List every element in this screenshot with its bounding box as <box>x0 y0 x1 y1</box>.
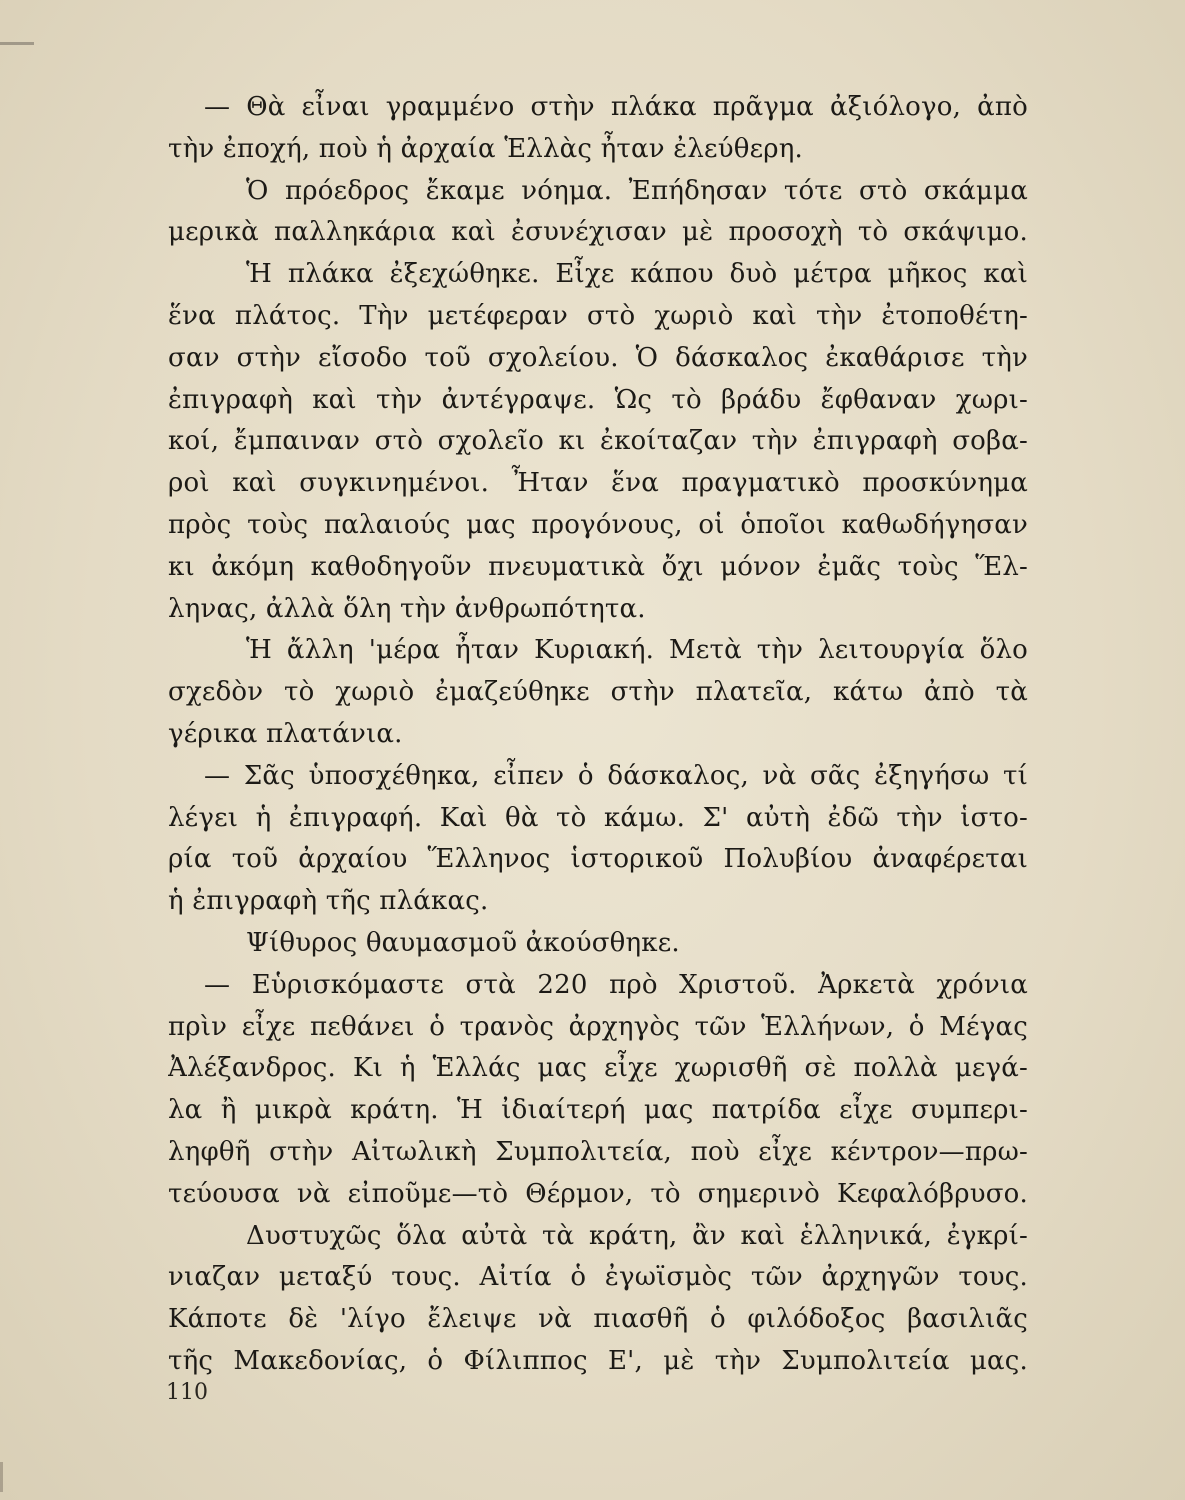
text-line: ροὶ καὶ συγκινημένοι. Ἦταν ἕνα πραγματικὸ προσκύνημα <box>168 468 1028 499</box>
page-edge-mark <box>0 42 34 45</box>
text-line: κι ἀκόμη καθοδηγοῦν πνευματικὰ ὄχι μόνον ἐμᾶς τοὺς Ἕλ- <box>168 551 1028 582</box>
page-number: 110 <box>166 1380 208 1405</box>
text-line: πρὶν εἶχε πεθάνει ὁ τρανὸς ἀρχηγὸς τῶν Ἑλλήνων, ὁ Μέγας <box>168 1011 1028 1042</box>
text-line: Δυστυχῶς ὅλα αὐτὰ τὰ κράτη, ἂν καὶ ἑλληνικά, ἐγκρί- <box>246 1220 1028 1251</box>
text-line: ρία τοῦ ἀρχαίου Ἕλληνος ἱστορικοῦ Πολυβίου ἀναφέρεται <box>168 844 1028 875</box>
page-edge-shadow <box>0 1462 21 1492</box>
text-line: τὴν ἐποχή, ποὺ ἡ ἀρχαία Ἑλλὰς ἦταν ἐλεύθερη. <box>168 133 803 164</box>
text-line: — Σᾶς ὑποσχέθηκα, εἶπεν ὁ δάσκαλος, νὰ σᾶς ἐξηγήσω τί <box>204 760 1028 791</box>
text-line: νιαζαν μεταξύ τους. Αἰτία ὁ ἐγωϊσμὸς τῶν ἀρχηγῶν τους. <box>168 1262 1028 1293</box>
text-line: Ἡ ἄλλη 'μέρα ἦταν Κυριακή. Μετὰ τὴν λειτουργία ὅλο <box>246 635 1028 666</box>
text-line: ληφθῆ στὴν Αἰτωλικὴ Συμπολιτεία, ποὺ εἶχε κέντρον—πρω- <box>168 1136 1028 1167</box>
text-line: Ψίθυρος θαυμασμοῦ ἀκούσθηκε. <box>246 927 680 958</box>
text-line: τεύουσα νὰ εἰποῦμε—τὸ Θέρμον, τὸ σημερινὸ Κεφαλόβρυσο. <box>168 1178 1028 1209</box>
text-line: — Εὑρισκόμαστε στὰ 220 πρὸ Χριστοῦ. Ἀρκετὰ χρόνια <box>204 969 1028 1000</box>
text-line: Ἡ πλάκα ἐξεχώθηκε. Εἶχε κάπου δυὸ μέτρα μῆκος καὶ <box>246 259 1028 290</box>
text-line: πρὸς τοὺς παλαιούς μας προγόνους, οἱ ὁποῖοι καθωδήγησαν <box>168 509 1028 540</box>
text-line: σχεδὸν τὸ χωριὸ ἐμαζεύθηκε στὴν πλατεῖα, κάτω ἀπὸ τὰ <box>168 677 1028 708</box>
text-line: κοί, ἔμπαιναν στὸ σχολεῖο κι ἐκοίταζαν τὴν ἐπιγραφὴ σοβα- <box>168 426 1028 457</box>
text-line: ἡ ἐπιγραφὴ τῆς πλάκας. <box>168 886 489 917</box>
body-text <box>168 87 1028 1383</box>
text-line: Ὁ πρόεδρος ἔκαμε νόημα. Ἐπήδησαν τότε στὸ σκάμμα <box>246 175 1028 206</box>
text-line: Κάποτε δὲ 'λίγο ἔλειψε νὰ πιασθῆ ὁ φιλόδοξος βασιλιᾶς <box>168 1304 1028 1335</box>
text-line: τῆς Μακεδονίας, ὁ Φίλιππος Ε', μὲ τὴν Συμπολιτεία μας. <box>168 1345 1028 1376</box>
text-line: ληνας, ἀλλὰ ὅλη τὴν ἀνθρωπότητα. <box>168 593 646 624</box>
text-line: — Θὰ εἶναι γραμμένο στὴν πλάκα πρᾶγμα ἀξιόλογο, ἀπὸ <box>204 92 1028 122</box>
text-line: μερικὰ παλληκάρια καὶ ἐσυνέχισαν μὲ προσοχὴ τὸ σκάψιμο. <box>168 217 1028 248</box>
text-line: σαν στὴν εἴσοδο τοῦ σχολείου. Ὁ δάσκαλος ἐκαθάρισε τὴν <box>168 342 1028 373</box>
text-line: Ἀλέξανδρος. Κι ἡ Ἑλλάς μας εἶχε χωρισθῆ σὲ πολλὰ μεγά- <box>168 1053 1028 1084</box>
text-line: ἐπιγραφὴ καὶ τὴν ἀντέγραψε. Ὡς τὸ βράδυ ἔφθαναν χωρι- <box>168 384 1028 415</box>
text-line: λα ἢ μικρὰ κράτη. Ἡ ἰδιαίτερή μας πατρίδα εἶχε συμπερι- <box>168 1095 1028 1126</box>
text-line: γέρικα πλατάνια. <box>168 718 403 749</box>
text-line: λέγει ἡ ἐπιγραφή. Καὶ θὰ τὸ κάμω. Σ' αὐτὴ ἐδῶ τὴν ἱστο- <box>168 802 1028 833</box>
text-line: ἕνα πλάτος. Τὴν μετέφεραν στὸ χωριὸ καὶ τὴν ἐτοποθέτη- <box>168 300 1028 331</box>
